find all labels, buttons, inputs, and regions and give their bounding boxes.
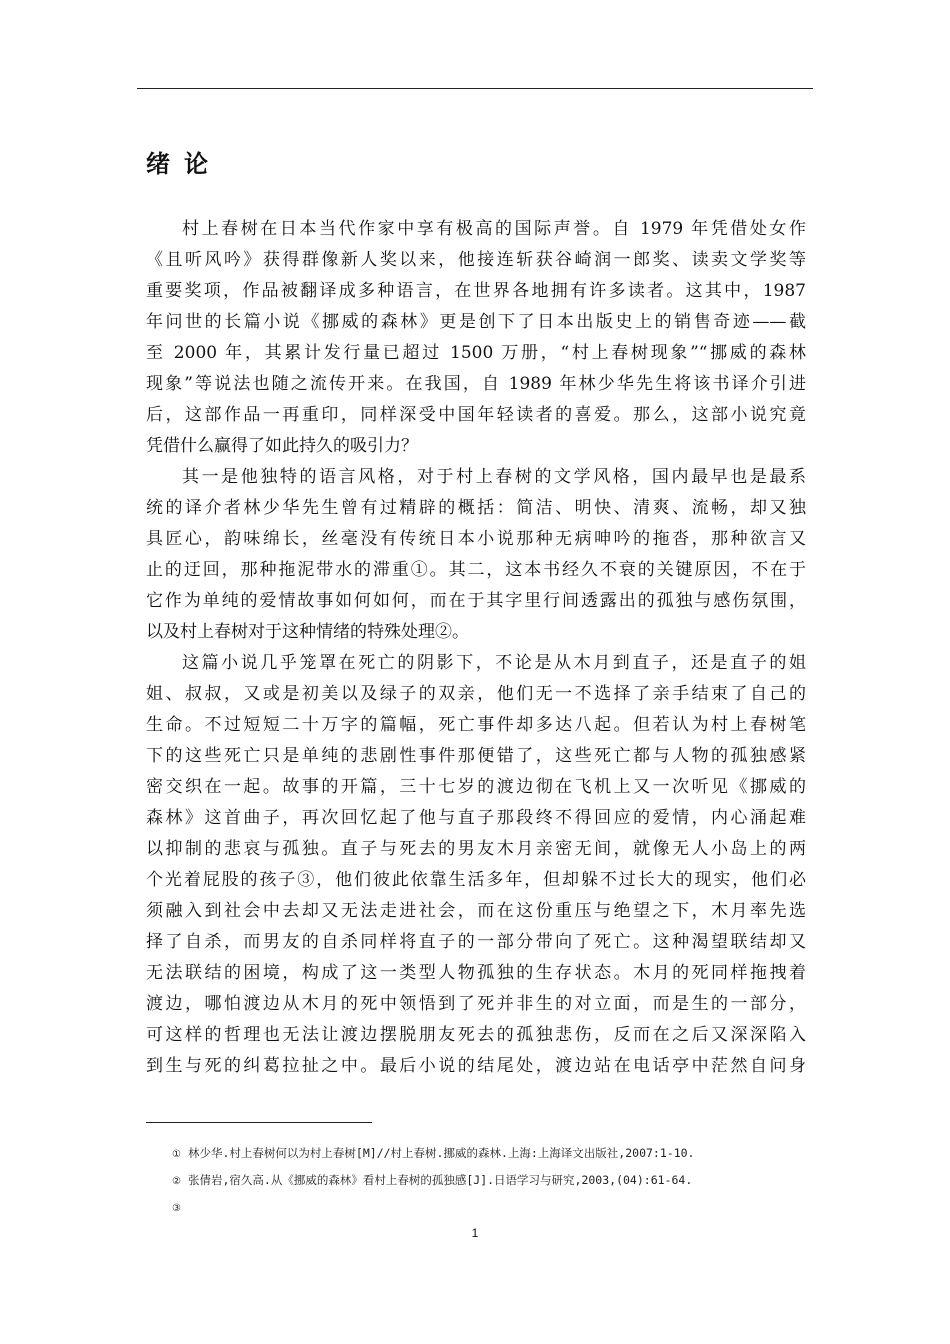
body-text (146, 214, 806, 1082)
body-line: 择了自杀，而男友的自杀同样将直子的一部分带向了死亡。这种渴望联结却又 (146, 932, 806, 952)
body-line: 这篇小说几乎笼罩在死亡的阴影下，不论是从木月到直子，还是直子的姐 (182, 653, 806, 673)
body-line: 下的这些死亡只是单纯的悲剧性事件那便错了，这些死亡都与人物的孤独感紧 (146, 746, 806, 766)
page-number: 1 (471, 1226, 479, 1240)
footnote-mark: ① (172, 1149, 181, 1160)
footnote (172, 1140, 812, 1167)
body-line: 现象”等说法也随之流传开来。在我国，自 1989 年林少华先生将该书译介引进 (146, 374, 806, 394)
body-line: 它作为单纯的爱情故事如何如何，而在于其字里行间透露出的孤独与感伤氛围， (146, 591, 806, 611)
body-line: 密交织在一起。故事的开篇，三十七岁的渡边彻在飞机上又一次听见《挪威的 (146, 777, 806, 797)
body-line: 个光着屁股的孩子③，他们彼此依靠生活多年，但却躲不过长大的现实，他们必 (146, 870, 806, 890)
body-line: 可这样的哲理也无法让渡边摆脱朋友死去的孤独悲伤，反而在之后又深深陷入 (146, 1025, 806, 1045)
footnote-separator (146, 1122, 372, 1123)
body-line: 无法联结的困境，构成了这一类型人物孤独的生存状态。木月的死同样拖拽着 (146, 963, 806, 983)
body-line: 村上春树在日本当代作家中享有极高的国际声誉。自 1979 年凭借处女作 (182, 219, 806, 239)
footnote-text: 林少华.村上春树何以为村上春树[M]//村上春树.挪威的森林.上海:上海译文出版社,2007:1-10. (188, 1146, 695, 1160)
body-line: 重要奖项，作品被翻译成多种语言，在世界各地拥有许多读者。这其中，1987 (146, 281, 806, 301)
body-line: 其一是他独特的语言风格，对于村上春树的文学风格，国内最早也是最系 (182, 467, 806, 487)
body-line: 《且听风吟》获得群像新人奖以来，他接连斩获谷崎润一郎奖、读卖文学奖等 (146, 250, 806, 270)
body-line: 以抑制的悲哀与孤独。直子与死去的男友木月亲密无间，就像无人小岛上的两 (146, 839, 806, 859)
body-line: 须融入到社会中去却又无法走进社会，而在这份重压与绝望之下，木月率先选 (146, 901, 806, 921)
footnote (172, 1167, 812, 1194)
body-line: 以及村上春树对于这种情绪的特殊处理②。 (146, 622, 469, 642)
footnotes (172, 1140, 812, 1221)
body-line: 渡边，哪怕渡边从木月的死中领悟到了死并非生的对立面，而是生的一部分， (146, 994, 806, 1014)
body-line: 生命。不过短短二十万字的篇幅，死亡事件却多达八起。但若认为村上春树笔 (146, 715, 806, 735)
footnote (172, 1194, 812, 1221)
body-line: 凭借什么赢得了如此持久的吸引力？ (146, 436, 418, 456)
body-line: 止的迂回，那种拖泥带水的滞重①。其二，这本书经久不衰的关键原因，不在于 (146, 560, 806, 580)
body-line: 至 2000 年，其累计发行量已超过 1500 万册，“村上春树现象”“挪威的森林 (146, 343, 806, 363)
section-heading: 绪论 (146, 150, 222, 178)
body-line: 年问世的长篇小说《挪威的森林》更是创下了日本出版史上的销售奇迹——截 (146, 312, 806, 332)
body-line: 统的译介者林少华先生曾有过精辟的概括：简洁、明快、清爽、流畅，却又独 (146, 498, 806, 518)
header-rule (137, 88, 813, 89)
footnote-text: 张倩岩,宿久高.从《挪威的森林》看村上春树的孤独感[J].日语学习与研究,2003,(04):61-64. (188, 1173, 693, 1187)
footnote-mark: ③ (172, 1203, 181, 1214)
body-line: 具匠心，韵味绵长，丝毫没有传统日本小说那种无病呻吟的拖沓，那种欲言又 (146, 529, 806, 549)
body-line: 后，这部作品一再重印，同样深受中国年轻读者的喜爱。那么，这部小说究竟 (146, 405, 806, 425)
body-line: 到生与死的纠葛拉扯之中。最后小说的结尾处，渡边站在电话亭中茫然自问身 (146, 1056, 806, 1076)
body-line: 森林》这首曲子，再次回忆起了他与直子那段终不得回应的爱情，内心涌起难 (146, 808, 806, 828)
footnote-mark: ② (172, 1176, 181, 1187)
body-line: 姐、叔叔，又或是初美以及绿子的双亲，他们无一不选择了亲手结束了自己的 (146, 684, 806, 704)
